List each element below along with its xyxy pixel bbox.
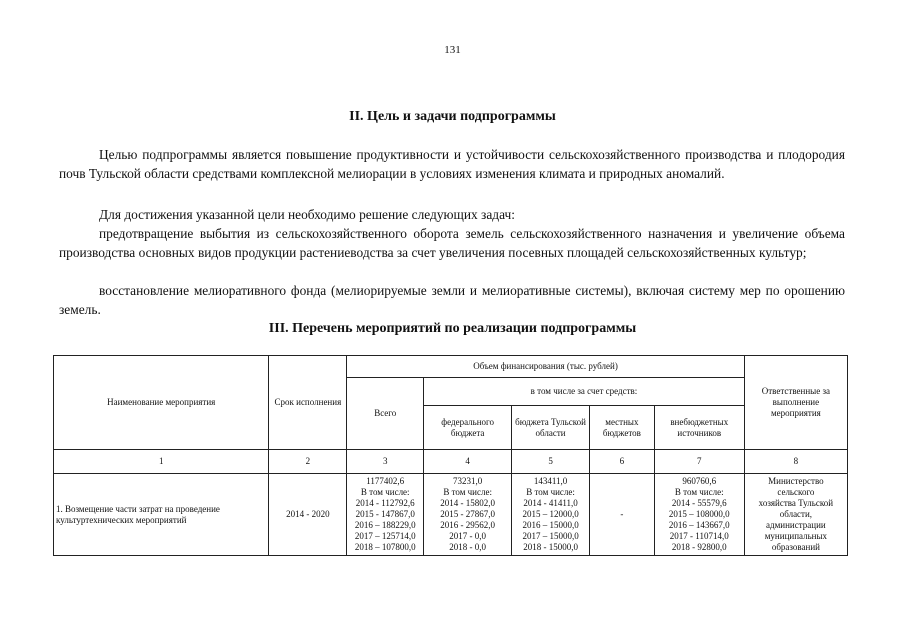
cell-line: 2016 – 188229,0 bbox=[354, 520, 416, 530]
section-title-goals: II. Цель и задачи подпрограммы bbox=[349, 109, 556, 124]
cell-line: 2015 – 12000,0 bbox=[522, 509, 579, 519]
cell-line: 2018 - 0,0 bbox=[449, 542, 487, 552]
header-name: Наименование мероприятия bbox=[54, 356, 269, 450]
cell-line: образований bbox=[771, 542, 820, 552]
cell-line: 1177402,6 bbox=[366, 476, 405, 486]
header-responsible: Ответственные за выполнение мероприятия bbox=[744, 356, 847, 450]
cell-line: хозяйства Тульской bbox=[758, 498, 834, 508]
measure-federal bbox=[424, 474, 512, 556]
cell-line: 2018 - 92800,0 bbox=[671, 542, 727, 552]
cell-line: 2014 - 41411,0 bbox=[523, 498, 578, 508]
cell-line: В том числе: bbox=[674, 487, 724, 497]
paragraph-goal: Целью подпрограммы является повышение продуктивности и устойчивости сельскохозяйственного производства и плодородия почв Тульской области средствами комплексной мелиорации в условиях изменения климата и природных аномалий. bbox=[59, 147, 845, 181]
cell-line: 2016 – 143667,0 bbox=[668, 520, 730, 530]
cell-line: муниципальных bbox=[764, 531, 828, 541]
cell-line: 2017 – 15000,0 bbox=[522, 531, 579, 541]
cell-line: В том числе: bbox=[360, 487, 410, 497]
cell-line: 2017 - 110714,0 bbox=[669, 531, 729, 541]
cell-line: 73231,0 bbox=[453, 476, 483, 486]
cell-line: 2015 - 147867,0 bbox=[355, 509, 415, 519]
measure-responsible bbox=[744, 474, 847, 556]
measure-total bbox=[347, 474, 424, 556]
column-number: 4 bbox=[424, 450, 512, 474]
column-number: 8 bbox=[744, 450, 847, 474]
paragraph-task-1: предотвращение выбытия из сельскохозяйственного оборота земель сельскохозяйственного назначения и увеличение объема производства основных видов продукции растениеводства за счет увеличения посевных площадей сельскохозяйственных культур; bbox=[59, 226, 845, 260]
cell-line: 2015 – 108000,0 bbox=[668, 509, 730, 519]
paragraph-task-2: восстановление мелиоративного фонда (мелиорируемые земли и мелиоративные системы), включая систему мер по орошению земель. bbox=[59, 283, 845, 317]
cell-line: сельского bbox=[777, 487, 815, 497]
measures-table bbox=[53, 355, 848, 556]
cell-line: области, bbox=[779, 509, 813, 519]
measure-regional bbox=[512, 474, 590, 556]
section-title-measures: III. Перечень мероприятий по реализации подпрограммы bbox=[268, 321, 637, 336]
column-number: 5 bbox=[512, 450, 590, 474]
measure-local bbox=[590, 474, 655, 556]
header-local: местных бюджетов bbox=[590, 406, 655, 450]
measure-term: 2014 - 2020 bbox=[269, 474, 347, 556]
header-including: в том числе за счет средств: bbox=[424, 378, 745, 406]
cell-line: В том числе: bbox=[443, 487, 492, 497]
cell-line: - bbox=[620, 509, 624, 519]
cell-line: администрации bbox=[766, 520, 826, 530]
measure-name: 1. Возмещение части затрат на проведение культуртехнических мероприятий bbox=[54, 474, 269, 556]
cell-line: 2015 - 27867,0 bbox=[440, 509, 496, 519]
cell-line: 2017 - 0,0 bbox=[449, 531, 487, 541]
cell-line: Министерство bbox=[768, 476, 824, 486]
page-number: 131 bbox=[444, 44, 461, 56]
header-regional: бюджета Тульской области bbox=[512, 406, 590, 450]
cell-line: 2014 - 55579,6 bbox=[671, 498, 727, 508]
header-extra: внебюджетных источников bbox=[654, 406, 744, 450]
cell-line: 2016 - 29562,0 bbox=[440, 520, 496, 530]
cell-line: В том числе: bbox=[526, 487, 575, 497]
column-number: 1 bbox=[54, 450, 269, 474]
column-number: 3 bbox=[347, 450, 424, 474]
cell-line: 143411,0 bbox=[533, 476, 568, 486]
cell-line: 2018 – 107800,0 bbox=[354, 542, 416, 552]
cell-line: 2014 - 15802,0 bbox=[440, 498, 496, 508]
cell-line: 2017 – 125714,0 bbox=[354, 531, 416, 541]
header-funding: Объем финансирования (тыс. рублей) bbox=[347, 356, 744, 378]
column-number: 7 bbox=[654, 450, 744, 474]
column-number: 2 bbox=[269, 450, 347, 474]
column-number-row bbox=[54, 450, 848, 474]
header-term: Срок исполнения bbox=[269, 356, 347, 450]
cell-line: 2016 – 15000,0 bbox=[522, 520, 579, 530]
measure-extra bbox=[654, 474, 744, 556]
header-federal: федерального бюджета bbox=[424, 406, 512, 450]
header-total: Всего bbox=[347, 378, 424, 450]
cell-line: 2018 - 15000,0 bbox=[523, 542, 578, 552]
cell-line: 960760,6 bbox=[682, 476, 717, 486]
paragraph-tasks-intro: Для достижения указанной цели необходимо решение следующих задач: bbox=[99, 207, 515, 222]
cell-line: 2014 - 112792,6 bbox=[355, 498, 415, 508]
table-row bbox=[54, 474, 848, 556]
column-number: 6 bbox=[590, 450, 655, 474]
